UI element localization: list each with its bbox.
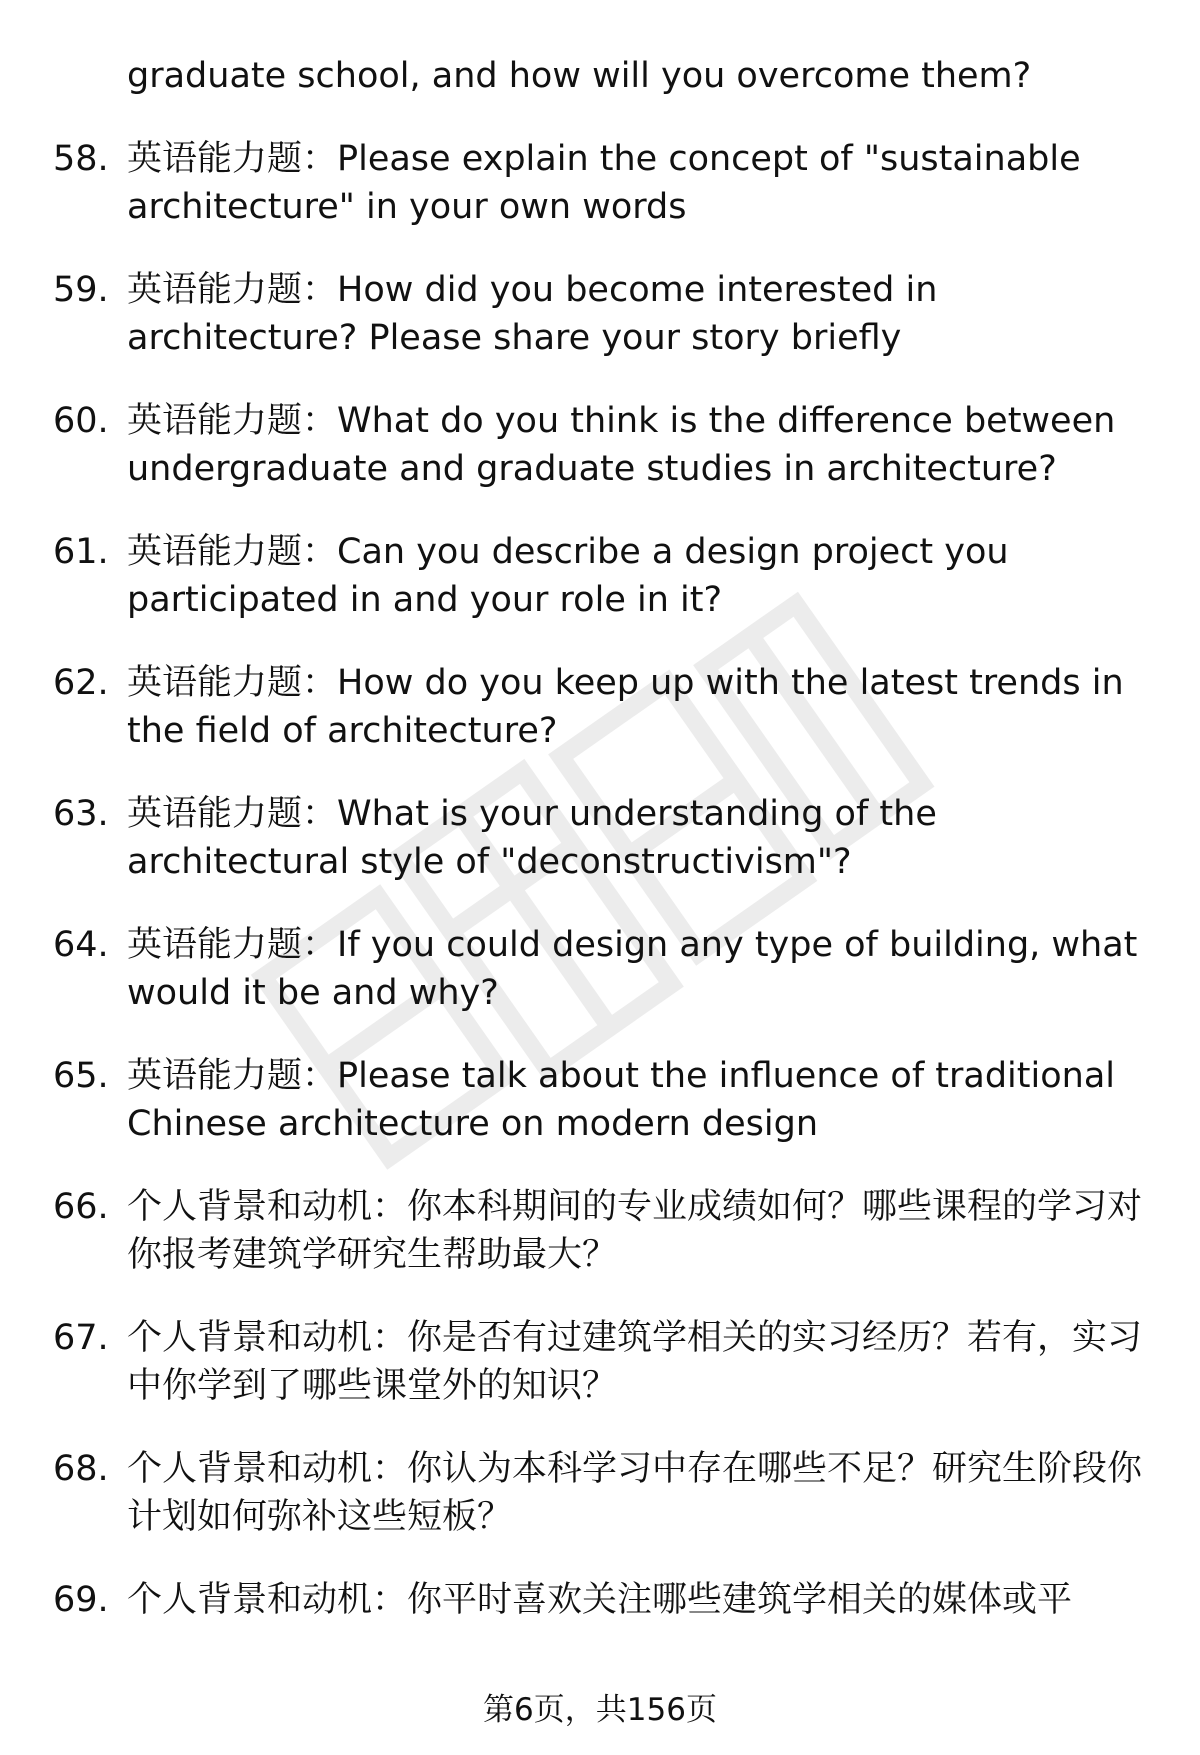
question-number: 64.: [53, 925, 109, 965]
question-number: 67.: [53, 1318, 109, 1358]
question-text: 英语能力题：Please talk about the influence of traditional Chinese architecture on modern design: [127, 1056, 1115, 1144]
question-item: [0, 1445, 1200, 1541]
question-number: 68.: [53, 1449, 109, 1489]
question-text: 个人背景和动机：你平时喜欢关注哪些建筑学相关的媒体或平: [127, 1580, 1073, 1620]
question-number: 62.: [53, 663, 109, 703]
question-number: 58.: [53, 139, 109, 179]
question-list: [0, 52, 1200, 1624]
question-item: [0, 921, 1200, 1017]
question-number: 69.: [53, 1580, 109, 1620]
question-text: 个人背景和动机：你认为本科学习中存在哪些不足？研究生阶段你计划如何弥补这些短板？: [127, 1449, 1143, 1537]
question-item: [0, 1576, 1200, 1624]
question-text: 个人背景和动机：你本科期间的专业成绩如何？哪些课程的学习对你报考建筑学研究生帮助最大？: [127, 1187, 1143, 1275]
question-text: 英语能力题：How did you become interested in architecture? Please share your story briefly: [127, 270, 938, 358]
question-text: 英语能力题：How do you keep up with the latest trends in the field of architecture?: [127, 663, 1124, 751]
question-item: [0, 266, 1200, 362]
question-item: [0, 397, 1200, 493]
question-number: 66.: [53, 1187, 109, 1227]
question-item: [0, 1183, 1200, 1279]
question-text: 个人背景和动机：你是否有过建筑学相关的实习经历？若有，实习中你学到了哪些课堂外的知识？: [127, 1318, 1143, 1406]
question-text: 英语能力题：If you could design any type of building, what would it be and why?: [127, 925, 1138, 1013]
question-item: [0, 659, 1200, 755]
continuation-line: graduate school, and how will you overcome them?: [127, 56, 1032, 96]
question-text: 英语能力题：Please explain the concept of "sustainable architecture" in your own words: [127, 139, 1081, 227]
question-number: 63.: [53, 794, 109, 834]
question-number: 61.: [53, 532, 109, 572]
question-text: 英语能力题：Can you describe a design project you participated in and your role in it?: [127, 532, 1009, 620]
question-number: 59.: [53, 270, 109, 310]
question-text: 英语能力题：What is your understanding of the architectural style of "deconstructivism"?: [127, 794, 937, 882]
question-item: [0, 135, 1200, 231]
question-number: 60.: [53, 401, 109, 441]
question-item: [0, 1314, 1200, 1410]
question-text: 英语能力题：What do you think is the difference between undergraduate and graduate studies in architecture?: [127, 401, 1116, 489]
page-footer: 第6页，共156页: [483, 1692, 717, 1728]
question-number: 65.: [53, 1056, 109, 1096]
question-item: [0, 528, 1200, 624]
question-item: [0, 790, 1200, 886]
question-item: [0, 1052, 1200, 1148]
